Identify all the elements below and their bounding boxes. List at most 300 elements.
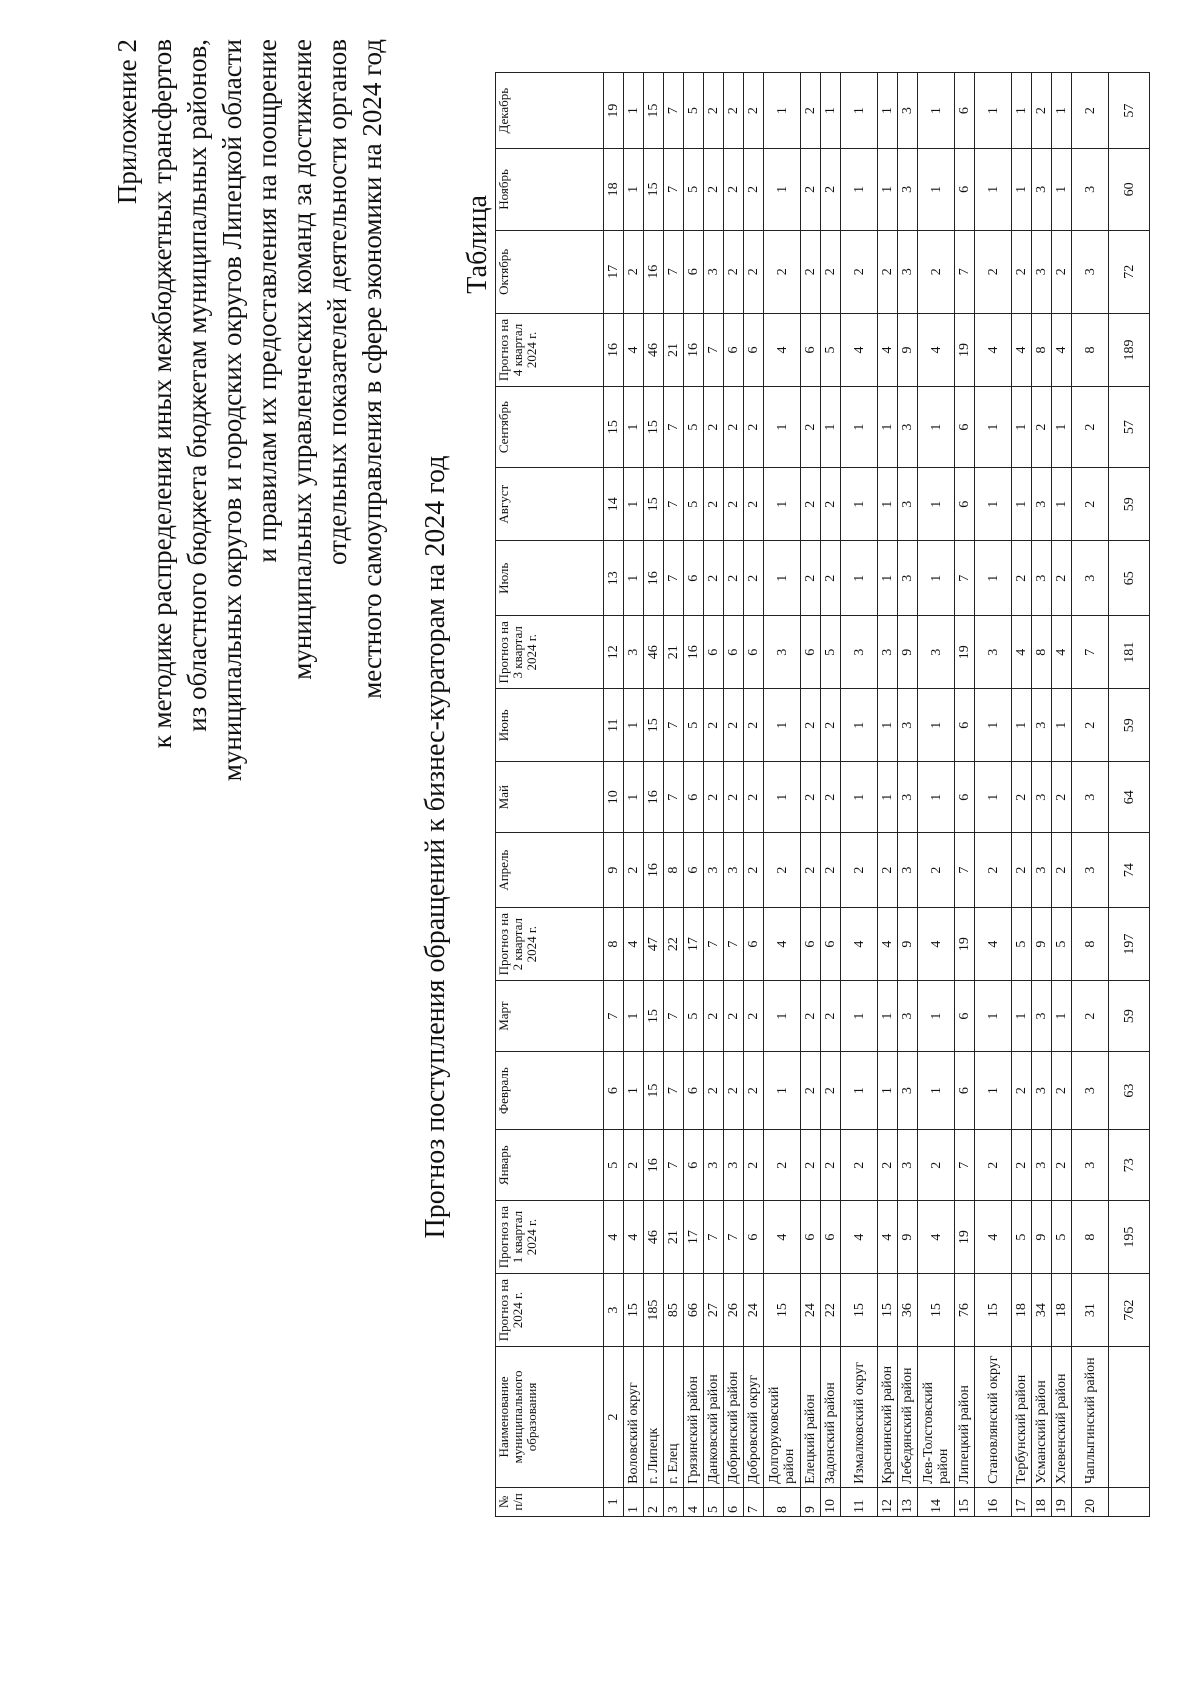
value-cell: 1	[624, 468, 644, 541]
appendix-line: местного самоуправления в сфере экономики на 2024 год	[357, 39, 387, 699]
value-cell: 7	[664, 149, 684, 230]
value-cell: 2	[724, 981, 744, 1052]
value-cell: 6	[821, 1201, 841, 1274]
value-cell: 1	[764, 689, 801, 762]
value-cell: 2	[1072, 689, 1109, 762]
column-number: 13	[604, 541, 624, 616]
row-number: 2	[644, 1487, 664, 1516]
value-cell: 5	[684, 386, 704, 467]
municipality-name: Чаплыгинский район	[1072, 1347, 1109, 1488]
value-cell: 7	[664, 541, 684, 616]
row-number: 10	[821, 1487, 841, 1516]
value-cell: 2	[1072, 73, 1109, 149]
value-cell: 3	[704, 1130, 724, 1201]
row-number: 6	[724, 1487, 744, 1516]
column-number: 17	[604, 230, 624, 313]
value-cell: 4	[841, 1201, 878, 1274]
row-number: 15	[955, 1487, 975, 1516]
value-cell: 6	[801, 313, 821, 386]
value-cell: 16	[644, 541, 664, 616]
value-cell: 4	[1052, 616, 1072, 689]
value-cell: 21	[664, 1201, 684, 1274]
value-cell: 7	[1072, 616, 1109, 689]
row-number: 7	[744, 1487, 764, 1516]
value-cell: 22	[821, 1274, 841, 1347]
header-cell: Прогноз на 3 квартал 2024 г.	[496, 616, 604, 689]
column-numbering-row	[604, 73, 624, 1517]
value-cell: 3	[724, 1130, 744, 1201]
value-cell: 15	[644, 468, 664, 541]
value-cell: 5	[684, 981, 704, 1052]
value-cell: 1	[878, 1052, 898, 1130]
value-cell: 7	[955, 230, 975, 313]
value-cell: 2	[801, 981, 821, 1052]
value-cell: 7	[664, 386, 684, 467]
value-cell: 17	[684, 908, 704, 981]
total-value: 64	[1109, 762, 1150, 833]
value-cell: 15	[644, 1052, 664, 1130]
table-row	[1052, 73, 1072, 1517]
value-cell: 3	[898, 1052, 918, 1130]
value-cell: 3	[624, 616, 644, 689]
value-cell: 2	[724, 230, 744, 313]
header-cell: Октябрь	[496, 230, 604, 313]
value-cell: 2	[1012, 230, 1032, 313]
value-cell: 3	[704, 230, 724, 313]
value-cell: 2	[821, 149, 841, 230]
total-value: 59	[1109, 468, 1150, 541]
value-cell: 4	[918, 1201, 955, 1274]
value-cell: 1	[975, 689, 1012, 762]
value-cell: 7	[955, 541, 975, 616]
value-cell: 8	[1032, 616, 1052, 689]
value-cell: 2	[918, 833, 955, 908]
value-cell: 46	[644, 616, 664, 689]
value-cell: 6	[684, 833, 704, 908]
value-cell: 9	[1032, 908, 1052, 981]
value-cell: 16	[644, 230, 664, 313]
total-value: 72	[1109, 230, 1150, 313]
value-cell: 31	[1072, 1274, 1109, 1347]
total-value: 195	[1109, 1201, 1150, 1274]
value-cell: 3	[1032, 541, 1052, 616]
row-number: 8	[764, 1487, 801, 1516]
column-number: 3	[604, 1274, 624, 1347]
value-cell: 2	[724, 386, 744, 467]
value-cell: 1	[975, 149, 1012, 230]
value-cell: 4	[878, 908, 898, 981]
value-cell: 3	[1032, 1130, 1052, 1201]
value-cell: 5	[684, 149, 704, 230]
value-cell: 5	[1012, 1201, 1032, 1274]
value-cell: 3	[1072, 1130, 1109, 1201]
value-cell: 2	[1052, 1130, 1072, 1201]
value-cell: 2	[1012, 833, 1032, 908]
value-cell: 1	[878, 386, 898, 467]
value-cell: 6	[955, 149, 975, 230]
table-row	[704, 73, 724, 1517]
value-cell: 5	[821, 313, 841, 386]
value-cell: 2	[624, 1130, 644, 1201]
value-cell: 1	[821, 73, 841, 149]
row-number: 1	[624, 1487, 644, 1516]
value-cell: 3	[1032, 689, 1052, 762]
value-cell: 1	[975, 541, 1012, 616]
value-cell: 1	[1052, 149, 1072, 230]
value-cell: 2	[744, 149, 764, 230]
row-number: 12	[878, 1487, 898, 1516]
column-number: 6	[604, 1052, 624, 1130]
value-cell: 1	[624, 386, 644, 467]
value-cell: 1	[764, 468, 801, 541]
table-row	[878, 73, 898, 1517]
total-value: 73	[1109, 1130, 1150, 1201]
value-cell: 1	[624, 762, 644, 833]
table-row	[1012, 73, 1032, 1517]
column-number: 1	[604, 1487, 624, 1516]
value-cell: 3	[1072, 833, 1109, 908]
header-cell: Февраль	[496, 1052, 604, 1130]
value-cell: 3	[898, 386, 918, 467]
value-cell: 2	[704, 762, 724, 833]
value-cell: 2	[1052, 833, 1072, 908]
municipality-name: Измалковский округ	[841, 1347, 878, 1488]
value-cell: 85	[664, 1274, 684, 1347]
value-cell: 19	[955, 616, 975, 689]
value-cell: 6	[724, 313, 744, 386]
value-cell: 7	[664, 762, 684, 833]
value-cell: 1	[878, 981, 898, 1052]
value-cell: 2	[801, 468, 821, 541]
value-cell: 2	[801, 149, 821, 230]
value-cell: 1	[841, 386, 878, 467]
value-cell: 19	[955, 908, 975, 981]
row-number: 11	[841, 1487, 878, 1516]
value-cell: 5	[1052, 1201, 1072, 1274]
value-cell: 2	[744, 541, 764, 616]
value-cell: 1	[1052, 386, 1072, 467]
value-cell: 2	[724, 149, 744, 230]
value-cell: 8	[1072, 908, 1109, 981]
value-cell: 15	[918, 1274, 955, 1347]
municipality-name: Добровский округ	[744, 1347, 764, 1488]
value-cell: 9	[898, 1201, 918, 1274]
row-number: 13	[898, 1487, 918, 1516]
header-cell: Июнь	[496, 689, 604, 762]
value-cell: 1	[975, 386, 1012, 467]
appendix-line: Приложение 2	[112, 39, 142, 205]
value-cell: 1	[1012, 468, 1032, 541]
value-cell: 2	[1072, 981, 1109, 1052]
value-cell: 3	[1032, 762, 1052, 833]
value-cell: 4	[841, 313, 878, 386]
value-cell: 1	[764, 1052, 801, 1130]
total-value: 57	[1109, 386, 1150, 467]
municipality-name: Добринский район	[724, 1347, 744, 1488]
header-cell: Прогноз на 2 квартал 2024 г.	[496, 908, 604, 981]
value-cell: 2	[744, 689, 764, 762]
column-number: 4	[604, 1201, 624, 1274]
value-cell: 46	[644, 313, 664, 386]
header-cell: Наименование муниципального образования	[496, 1347, 604, 1488]
value-cell: 8	[664, 833, 684, 908]
value-cell: 3	[898, 73, 918, 149]
table-row	[1032, 73, 1052, 1517]
value-cell: 3	[898, 468, 918, 541]
value-cell: 2	[821, 1130, 841, 1201]
value-cell: 6	[955, 468, 975, 541]
value-cell: 1	[624, 981, 644, 1052]
value-cell: 2	[821, 1052, 841, 1130]
value-cell: 6	[704, 616, 724, 689]
row-number: 5	[704, 1487, 724, 1516]
row-number: 14	[918, 1487, 955, 1516]
municipality-name: Лебедянский район	[898, 1347, 918, 1488]
table-row	[801, 73, 821, 1517]
value-cell: 6	[684, 1130, 704, 1201]
row-number: 9	[801, 1487, 821, 1516]
header-cell: Май	[496, 762, 604, 833]
value-cell: 1	[764, 149, 801, 230]
value-cell: 2	[724, 541, 744, 616]
value-cell: 2	[764, 1130, 801, 1201]
value-cell: 6	[684, 762, 704, 833]
value-cell: 1	[878, 762, 898, 833]
header-cell: Март	[496, 981, 604, 1052]
value-cell: 4	[624, 908, 644, 981]
empty-cell	[1109, 1487, 1150, 1516]
municipality-name: Задонский район	[821, 1347, 841, 1488]
table-row	[664, 73, 684, 1517]
value-cell: 6	[821, 908, 841, 981]
value-cell: 1	[1012, 73, 1032, 149]
header-cell: Прогноз на 2024 г.	[496, 1274, 604, 1347]
value-cell: 3	[1072, 1052, 1109, 1130]
value-cell: 15	[624, 1274, 644, 1347]
municipality-name: Усманский район	[1032, 1347, 1052, 1488]
value-cell: 7	[664, 981, 684, 1052]
value-cell: 3	[1072, 149, 1109, 230]
value-cell: 6	[801, 908, 821, 981]
value-cell: 2	[704, 468, 724, 541]
value-cell: 1	[841, 149, 878, 230]
value-cell: 1	[841, 541, 878, 616]
total-row	[1109, 73, 1150, 1517]
value-cell: 2	[624, 230, 644, 313]
value-cell: 1	[624, 689, 644, 762]
value-cell: 3	[1032, 468, 1052, 541]
value-cell: 1	[624, 1052, 644, 1130]
value-cell: 2	[801, 1052, 821, 1130]
header-cell: № п/п	[496, 1487, 604, 1516]
value-cell: 2	[801, 230, 821, 313]
value-cell: 4	[975, 1201, 1012, 1274]
value-cell: 6	[724, 616, 744, 689]
table-row	[1072, 73, 1109, 1517]
value-cell: 6	[744, 1201, 764, 1274]
value-cell: 2	[744, 981, 764, 1052]
table-row	[898, 73, 918, 1517]
value-cell: 2	[744, 833, 764, 908]
value-cell: 21	[664, 616, 684, 689]
appendix-line: муниципальных округов и городских округов Липецкой области	[217, 39, 247, 782]
value-cell: 1	[975, 73, 1012, 149]
value-cell: 3	[1072, 541, 1109, 616]
column-number: 9	[604, 833, 624, 908]
value-cell: 1	[841, 1052, 878, 1130]
appendix-line: к методике распределения иных межбюджетных трансфертов	[147, 39, 177, 749]
value-cell: 1	[764, 541, 801, 616]
value-cell: 3	[975, 616, 1012, 689]
value-cell: 3	[1032, 1052, 1052, 1130]
value-cell: 4	[764, 313, 801, 386]
value-cell: 6	[955, 689, 975, 762]
value-cell: 6	[955, 762, 975, 833]
table-row	[841, 73, 878, 1517]
value-cell: 15	[644, 386, 664, 467]
value-cell: 1	[918, 149, 955, 230]
value-cell: 2	[821, 541, 841, 616]
value-cell: 3	[898, 1130, 918, 1201]
value-cell: 15	[764, 1274, 801, 1347]
header-cell: Прогноз на 1 квартал 2024 г.	[496, 1201, 604, 1274]
value-cell: 5	[684, 73, 704, 149]
value-cell: 1	[975, 981, 1012, 1052]
value-cell: 6	[801, 616, 821, 689]
value-cell: 2	[821, 762, 841, 833]
value-cell: 4	[878, 313, 898, 386]
value-cell: 1	[918, 73, 955, 149]
value-cell: 4	[1012, 313, 1032, 386]
header-cell: Апрель	[496, 833, 604, 908]
row-number: 20	[1072, 1487, 1109, 1516]
value-cell: 2	[1052, 762, 1072, 833]
value-cell: 1	[1052, 981, 1072, 1052]
municipality-name: Краснинский район	[878, 1347, 898, 1488]
total-value: 63	[1109, 1052, 1150, 1130]
value-cell: 3	[841, 616, 878, 689]
value-cell: 2	[801, 689, 821, 762]
row-number: 18	[1032, 1487, 1052, 1516]
value-cell: 9	[898, 908, 918, 981]
value-cell: 2	[744, 1052, 764, 1130]
value-cell: 2	[918, 1130, 955, 1201]
total-value: 197	[1109, 908, 1150, 981]
value-cell: 1	[841, 689, 878, 762]
value-cell: 7	[664, 468, 684, 541]
municipality-name: Липецкий район	[955, 1347, 975, 1488]
municipality-name: Хлевенский район	[1052, 1347, 1072, 1488]
value-cell: 3	[1032, 833, 1052, 908]
value-cell: 3	[1032, 149, 1052, 230]
value-cell: 4	[878, 1201, 898, 1274]
value-cell: 2	[724, 73, 744, 149]
value-cell: 1	[624, 541, 644, 616]
column-number: 16	[604, 313, 624, 386]
value-cell: 76	[955, 1274, 975, 1347]
table-row	[724, 73, 744, 1517]
value-cell: 1	[821, 386, 841, 467]
value-cell: 2	[821, 468, 841, 541]
value-cell: 2	[744, 230, 764, 313]
value-cell: 1	[918, 541, 955, 616]
column-number: 19	[604, 73, 624, 149]
value-cell: 36	[898, 1274, 918, 1347]
value-cell: 1	[1052, 73, 1072, 149]
value-cell: 1	[918, 689, 955, 762]
value-cell: 3	[1032, 981, 1052, 1052]
column-number: 14	[604, 468, 624, 541]
header-cell: Август	[496, 468, 604, 541]
column-number: 18	[604, 149, 624, 230]
table-row	[624, 73, 644, 1517]
table-row	[764, 73, 801, 1517]
value-cell: 2	[841, 833, 878, 908]
table-row	[955, 73, 975, 1517]
value-cell: 7	[724, 908, 744, 981]
value-cell: 3	[1072, 230, 1109, 313]
value-cell: 8	[1072, 313, 1109, 386]
value-cell: 4	[1052, 313, 1072, 386]
value-cell: 2	[704, 1052, 724, 1130]
value-cell: 1	[764, 981, 801, 1052]
value-cell: 2	[744, 73, 764, 149]
value-cell: 1	[1012, 981, 1032, 1052]
value-cell: 2	[744, 762, 764, 833]
total-value: 57	[1109, 73, 1150, 149]
row-number: 3	[664, 1487, 684, 1516]
value-cell: 15	[644, 689, 664, 762]
header-cell: Сентябрь	[496, 386, 604, 467]
value-cell: 2	[1052, 230, 1072, 313]
value-cell: 6	[684, 1052, 704, 1130]
table-body	[624, 73, 1150, 1517]
value-cell: 1	[918, 468, 955, 541]
value-cell: 2	[704, 73, 724, 149]
value-cell: 2	[1072, 468, 1109, 541]
value-cell: 6	[801, 1201, 821, 1274]
value-cell: 7	[724, 1201, 744, 1274]
value-cell: 2	[801, 762, 821, 833]
value-cell: 19	[955, 1201, 975, 1274]
total-value: 189	[1109, 313, 1150, 386]
value-cell: 6	[955, 386, 975, 467]
value-cell: 1	[764, 386, 801, 467]
value-cell: 2	[801, 1130, 821, 1201]
value-cell: 1	[878, 689, 898, 762]
value-cell: 2	[821, 230, 841, 313]
value-cell: 2	[801, 386, 821, 467]
value-cell: 7	[704, 313, 724, 386]
appendix-header	[110, 39, 390, 829]
value-cell: 2	[878, 1130, 898, 1201]
value-cell: 1	[764, 73, 801, 149]
value-cell: 1	[841, 981, 878, 1052]
value-cell: 9	[898, 616, 918, 689]
value-cell: 7	[955, 1130, 975, 1201]
row-number: 4	[684, 1487, 704, 1516]
value-cell: 1	[841, 468, 878, 541]
value-cell: 2	[918, 230, 955, 313]
total-value: 74	[1109, 833, 1150, 908]
total-value: 762	[1109, 1274, 1150, 1347]
row-number: 17	[1012, 1487, 1032, 1516]
value-cell: 9	[1032, 1201, 1052, 1274]
value-cell: 1	[878, 541, 898, 616]
value-cell: 2	[724, 1052, 744, 1130]
value-cell: 2	[841, 230, 878, 313]
appendix-line: муниципальных управленческих команд за достижение	[287, 39, 317, 680]
